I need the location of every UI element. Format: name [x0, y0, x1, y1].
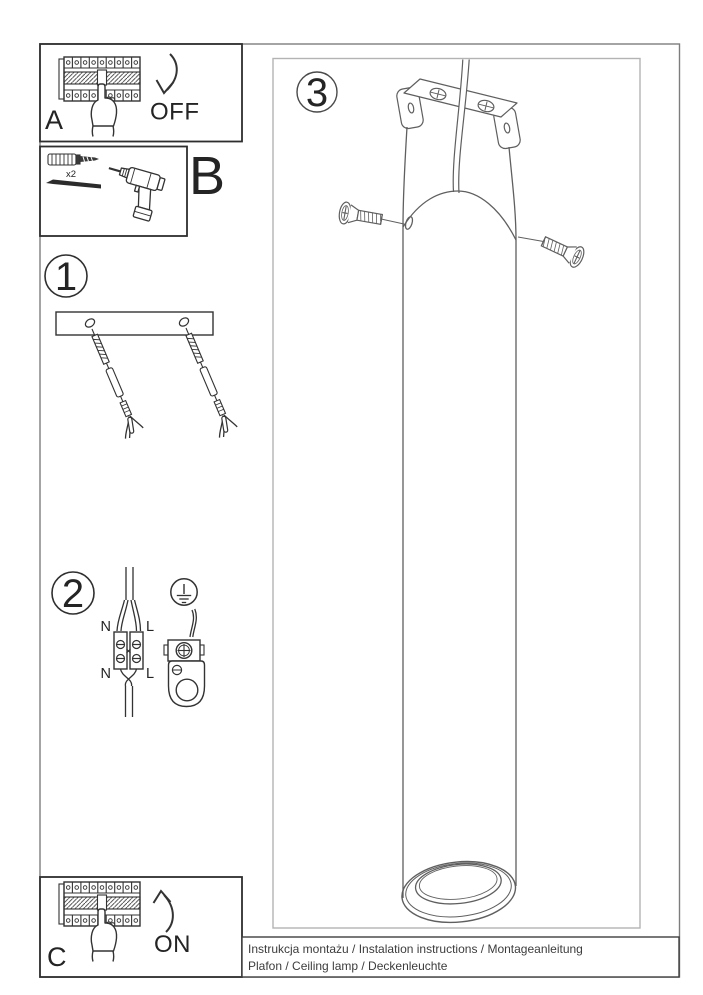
ground-wire-line — [190, 609, 196, 637]
step-1-mounting — [45, 255, 239, 440]
step-2-number: 2 — [61, 572, 85, 616]
step-c-letter: C — [47, 942, 67, 972]
wire-label-live-bottom: L — [146, 666, 155, 682]
wire-label-neutral-bottom: N — [100, 666, 111, 682]
step-a-box — [40, 44, 242, 142]
step-1-number: 1 — [54, 255, 78, 299]
wire-label-neutral-top: N — [100, 619, 111, 635]
step-a-action-label: OFF — [150, 98, 200, 126]
terminal-block-illustration — [114, 632, 143, 669]
anchor-screw-icon-left — [81, 326, 145, 440]
footer-product-line: Plafon / Ceiling lamp / Deckenleuchte — [248, 959, 448, 973]
step-a-letter: A — [45, 105, 64, 135]
ground-clamp-illustration — [164, 640, 205, 707]
mounting-bar-illustration — [56, 312, 213, 335]
footer-title-line: Instrukcja montażu / Instalation instructions / Montageanleitung — [248, 942, 583, 956]
anchor-screw-icon-right — [175, 325, 239, 439]
step-b-letter: B — [189, 146, 226, 206]
step-c-box — [40, 877, 242, 977]
anchor-quantity-label: x2 — [66, 169, 77, 180]
step-c-action-label: ON — [154, 931, 191, 958]
step-2-wiring — [52, 567, 205, 717]
ground-symbol-icon — [171, 579, 197, 605]
step-3-number: 3 — [305, 71, 329, 115]
wire-label-live-top: L — [146, 619, 155, 635]
